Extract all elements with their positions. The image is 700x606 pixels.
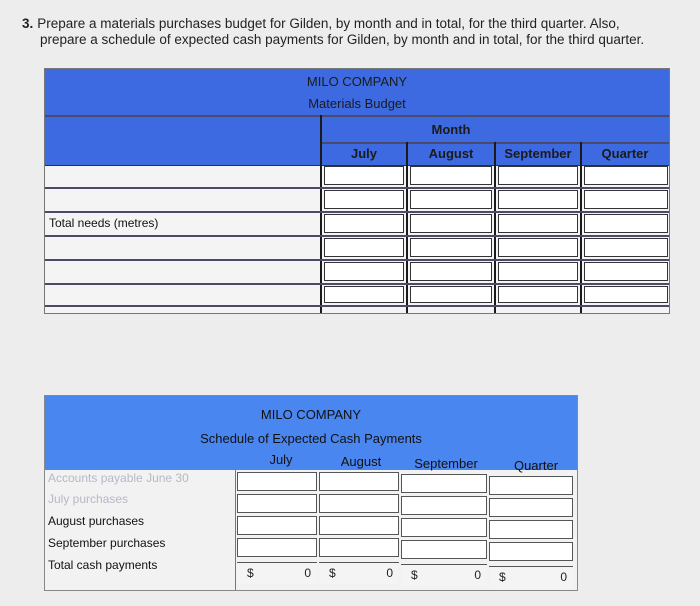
cash-input-cell[interactable] (319, 494, 399, 513)
cash-input-cell[interactable] (237, 494, 317, 513)
currency-symbol: $ (499, 570, 506, 584)
row-line (45, 235, 669, 237)
cash-input-cell[interactable] (237, 472, 317, 491)
cash-col-quarter: Quarter (513, 458, 559, 473)
label-column-divider (235, 470, 236, 590)
budget-input-cell[interactable] (498, 166, 578, 185)
budget-input-cell[interactable] (584, 262, 668, 281)
cash-input-cell[interactable] (489, 476, 573, 495)
col-july: July (350, 146, 377, 161)
budget-input-cell[interactable] (584, 190, 668, 209)
budget-input-cell[interactable] (584, 238, 668, 257)
cash-input-cell[interactable] (319, 538, 399, 557)
budget-input-cell[interactable] (324, 214, 404, 233)
cash-input-cell[interactable] (401, 518, 487, 537)
total-value: 0 (560, 570, 567, 584)
budget-input-cell[interactable] (324, 166, 404, 185)
budget-input-cell[interactable] (584, 214, 668, 233)
row-label-total-needs: Total needs (metres) (49, 216, 159, 230)
materials-budget-table (44, 68, 670, 314)
total-value: 0 (386, 566, 393, 580)
row-line (45, 211, 669, 213)
col-august: August (428, 146, 474, 161)
cash-input-cell[interactable] (401, 540, 487, 559)
row-line (45, 187, 669, 189)
cash-col-september: September (414, 456, 478, 471)
header-divider (45, 115, 669, 117)
budget-input-cell[interactable] (410, 262, 492, 281)
cash-schedule-title: Schedule of Expected Cash Payments (200, 431, 422, 446)
currency-symbol: $ (411, 568, 418, 582)
question-line-2: prepare a schedule of expected cash payments for Gilden, by month and in total, for the third quarter. (40, 32, 645, 47)
budget-input-cell[interactable] (410, 190, 492, 209)
materials-budget-title: Materials Budget (308, 96, 406, 111)
col-quarter: Quarter (601, 146, 649, 161)
budget-input-cell[interactable] (324, 286, 404, 303)
question-line-1: Prepare a materials purchases budget for Gilden, by month and in total, for the third quarter. Also, (37, 16, 620, 31)
row-label-september-purchases: September purchases (48, 536, 166, 550)
column-divider (580, 142, 582, 313)
cash-input-cell[interactable] (401, 474, 487, 493)
budget-input-cell[interactable] (498, 238, 578, 257)
col-september: September (504, 146, 572, 161)
row-label-total-cash-payments: Total cash payments (48, 558, 158, 572)
row-label-august-purchases: August purchases (48, 514, 145, 528)
month-header: Month (431, 122, 471, 137)
budget-input-cell[interactable] (324, 262, 404, 281)
cash-schedule-company: MILO COMPANY (260, 407, 362, 422)
row-line (45, 259, 669, 261)
cash-input-cell[interactable] (319, 472, 399, 491)
cash-input-cell[interactable] (489, 520, 573, 539)
total-august (319, 562, 399, 584)
budget-input-cell[interactable] (410, 214, 492, 233)
row-label-july-purchases: July purchases (48, 492, 129, 506)
question-text (22, 16, 682, 48)
column-divider (406, 142, 408, 313)
row-label-accounts-payable: Accounts payable June 30 (48, 471, 189, 485)
cash-input-cell[interactable] (489, 498, 573, 517)
cash-col-august: August (340, 454, 382, 469)
cash-payments-table (44, 395, 578, 591)
total-value: 0 (304, 566, 311, 580)
budget-input-cell[interactable] (324, 190, 404, 209)
budget-input-cell[interactable] (498, 214, 578, 233)
row-line (45, 283, 669, 285)
budget-input-cell[interactable] (410, 286, 492, 303)
budget-input-cell[interactable] (410, 238, 492, 257)
cash-input-cell[interactable] (401, 496, 487, 515)
total-quarter (489, 566, 573, 588)
total-july (237, 562, 317, 584)
currency-symbol: $ (329, 566, 336, 580)
budget-input-cell[interactable] (324, 238, 404, 257)
cash-input-cell[interactable] (237, 538, 317, 557)
budget-input-cell[interactable] (584, 286, 668, 303)
budget-input-cell[interactable] (584, 166, 668, 185)
budget-input-cell[interactable] (498, 262, 578, 281)
materials-budget-company: MILO COMPANY (306, 74, 408, 89)
cash-input-cell[interactable] (237, 516, 317, 535)
budget-input-cell[interactable] (498, 190, 578, 209)
cash-col-july: July (269, 452, 293, 467)
question-number: 3. (22, 16, 34, 31)
total-value: 0 (474, 568, 481, 582)
budget-input-cell[interactable] (498, 286, 578, 303)
column-divider (494, 142, 496, 313)
budget-input-cell[interactable] (410, 166, 492, 185)
currency-symbol: $ (247, 566, 254, 580)
cash-input-cell[interactable] (319, 516, 399, 535)
cash-input-cell[interactable] (489, 542, 573, 561)
row-line (45, 305, 669, 307)
total-september (401, 564, 487, 586)
